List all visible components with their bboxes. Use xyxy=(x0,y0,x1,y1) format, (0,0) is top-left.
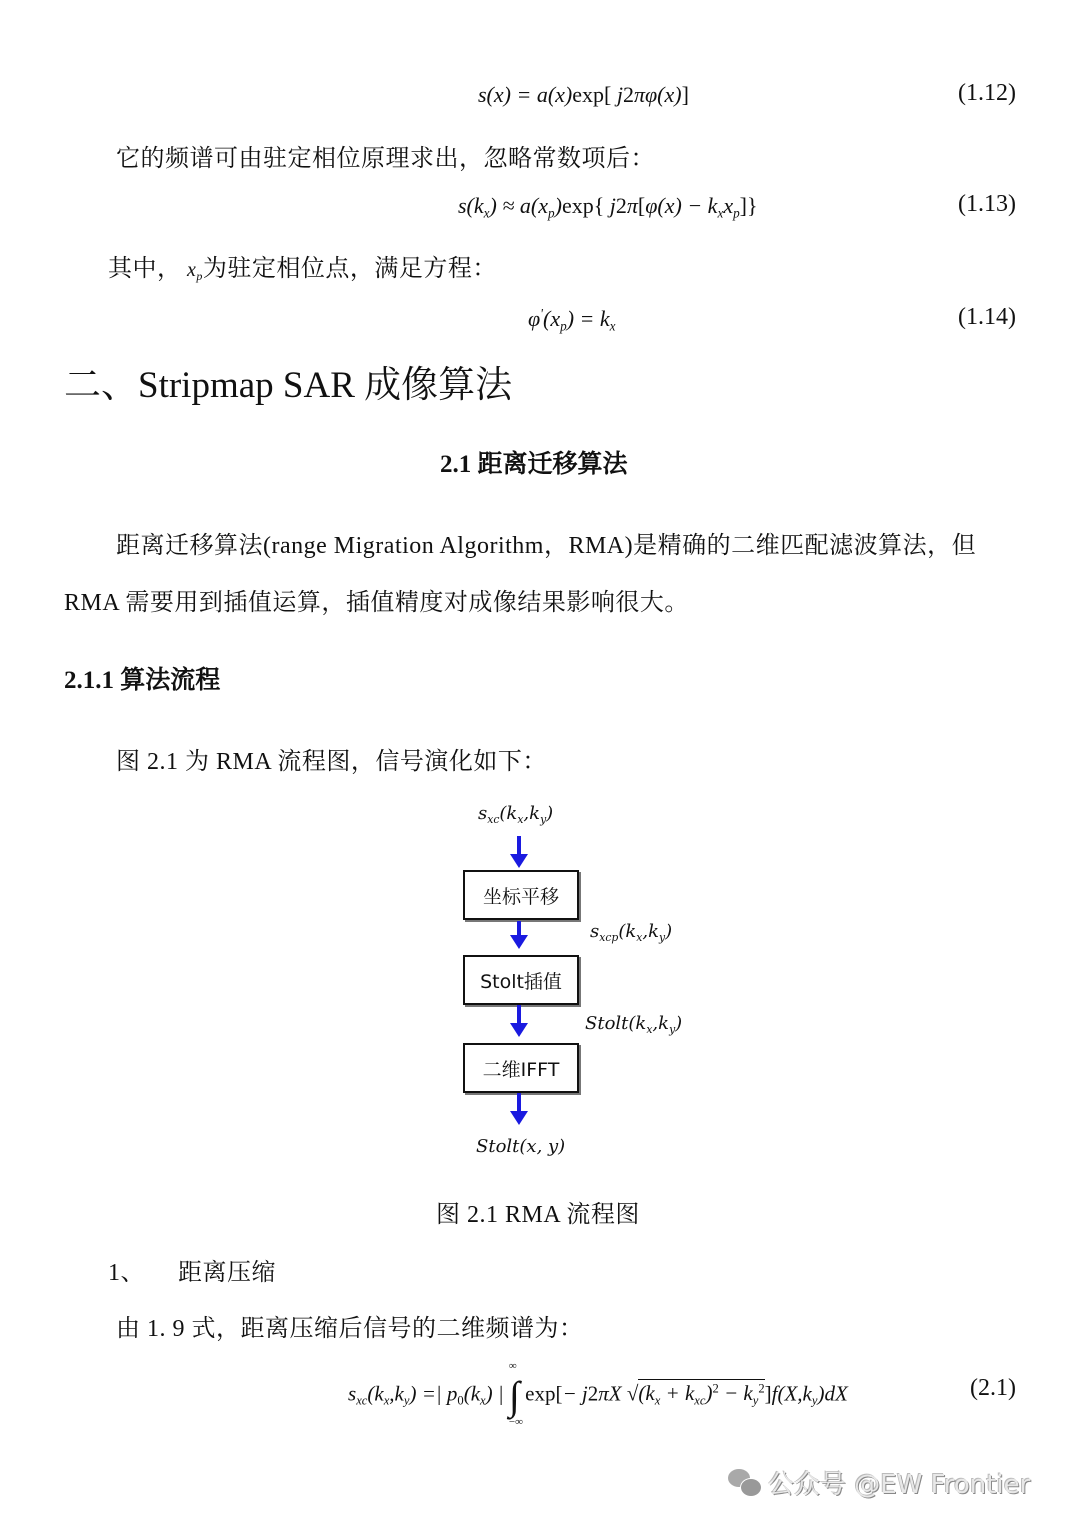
paragraph: 由 1. 9 式，距离压缩后信号的二维频谱为： xyxy=(116,1316,584,1342)
equation-1-13: $s(k_x) \approx a(x_p)\exp${ $j2\pi[\varphi(x) - k_xx_p]$} xyxy=(458,193,758,221)
equation-1-14: $\varphi'(x_p) = k_x$ xyxy=(528,306,616,334)
watermark xyxy=(728,1464,1030,1501)
section-heading: 二、Stripmap SAR 成像算法 xyxy=(64,365,513,406)
flowchart-box-stolt: Stolt插值 xyxy=(463,955,579,1005)
subsection-heading: 2.1 距离迁移算法 xyxy=(440,451,628,478)
paragraph: 它的频谱可由驻定相位原理求出，忽略常数项后： xyxy=(116,146,655,172)
paragraph-prefix: 其中， xyxy=(108,256,182,282)
equation-number: (1.12) xyxy=(958,80,1016,106)
flowchart-edge-label: $Stolt(k_x,k_y)$ xyxy=(585,1013,683,1036)
flowchart-input-label: $s_{xc}(k_x,k_y)$ xyxy=(478,803,554,826)
equation-number: (1.14) xyxy=(958,304,1016,330)
flowchart-box-ifft: 二维IFFT xyxy=(463,1043,579,1093)
watermark-text: 公众号 @EW Frontier xyxy=(768,1470,1031,1500)
flowchart-box-coordinate-shift: 坐标平移 xyxy=(463,870,579,920)
figure-caption: 图 2.1 RMA 流程图 xyxy=(436,1202,640,1228)
arrow-down-icon xyxy=(517,1093,521,1115)
equation-1-12: s(x) = a(x)exp[ j2πφ(x)] xyxy=(478,82,689,107)
list-item: 距离压缩 xyxy=(178,1260,276,1286)
paragraph: 图 2.1 为 RMA 流程图，信号演化如下： xyxy=(116,749,547,775)
inline-math-xp: $x_p$ xyxy=(181,259,203,284)
equation-number: (2.1) xyxy=(970,1375,1016,1401)
integral-symbol: ∫ ∞ −∞ xyxy=(508,1360,523,1428)
flowchart-edge-label: $s_{xcp}(k_x,k_y)$ xyxy=(590,921,673,944)
arrow-down-icon xyxy=(517,836,521,858)
list-number: 1、 xyxy=(108,1260,145,1286)
paragraph-suffix: 为驻定相位点，满足方程： xyxy=(202,256,497,282)
wechat-icon xyxy=(728,1469,762,1497)
flowchart-output-label: Stolt(x, y) xyxy=(476,1136,566,1157)
paragraph: RMA 需要用到插值运算，插值精度对成像结果影响很大。 xyxy=(64,590,689,616)
subsubsection-heading: 2.1.1 算法流程 xyxy=(64,667,221,694)
equation-2-1: $s_{xc}(k_x,k_y)$ =| $p_0(k_x)$ | ∫ ∞ −∞ exp[− j2πX $√(k_x + k_{xc})^2 - k_y^2]f(X,k_y)dX$ xyxy=(348,1360,848,1428)
arrow-down-icon xyxy=(517,921,521,939)
arrow-down-icon xyxy=(517,1005,521,1027)
paragraph: 距离迁移算法(range Migration Algorithm，RMA)是精确的二维匹配滤波算法，但 xyxy=(116,533,977,559)
equation-number: (1.13) xyxy=(958,191,1016,217)
